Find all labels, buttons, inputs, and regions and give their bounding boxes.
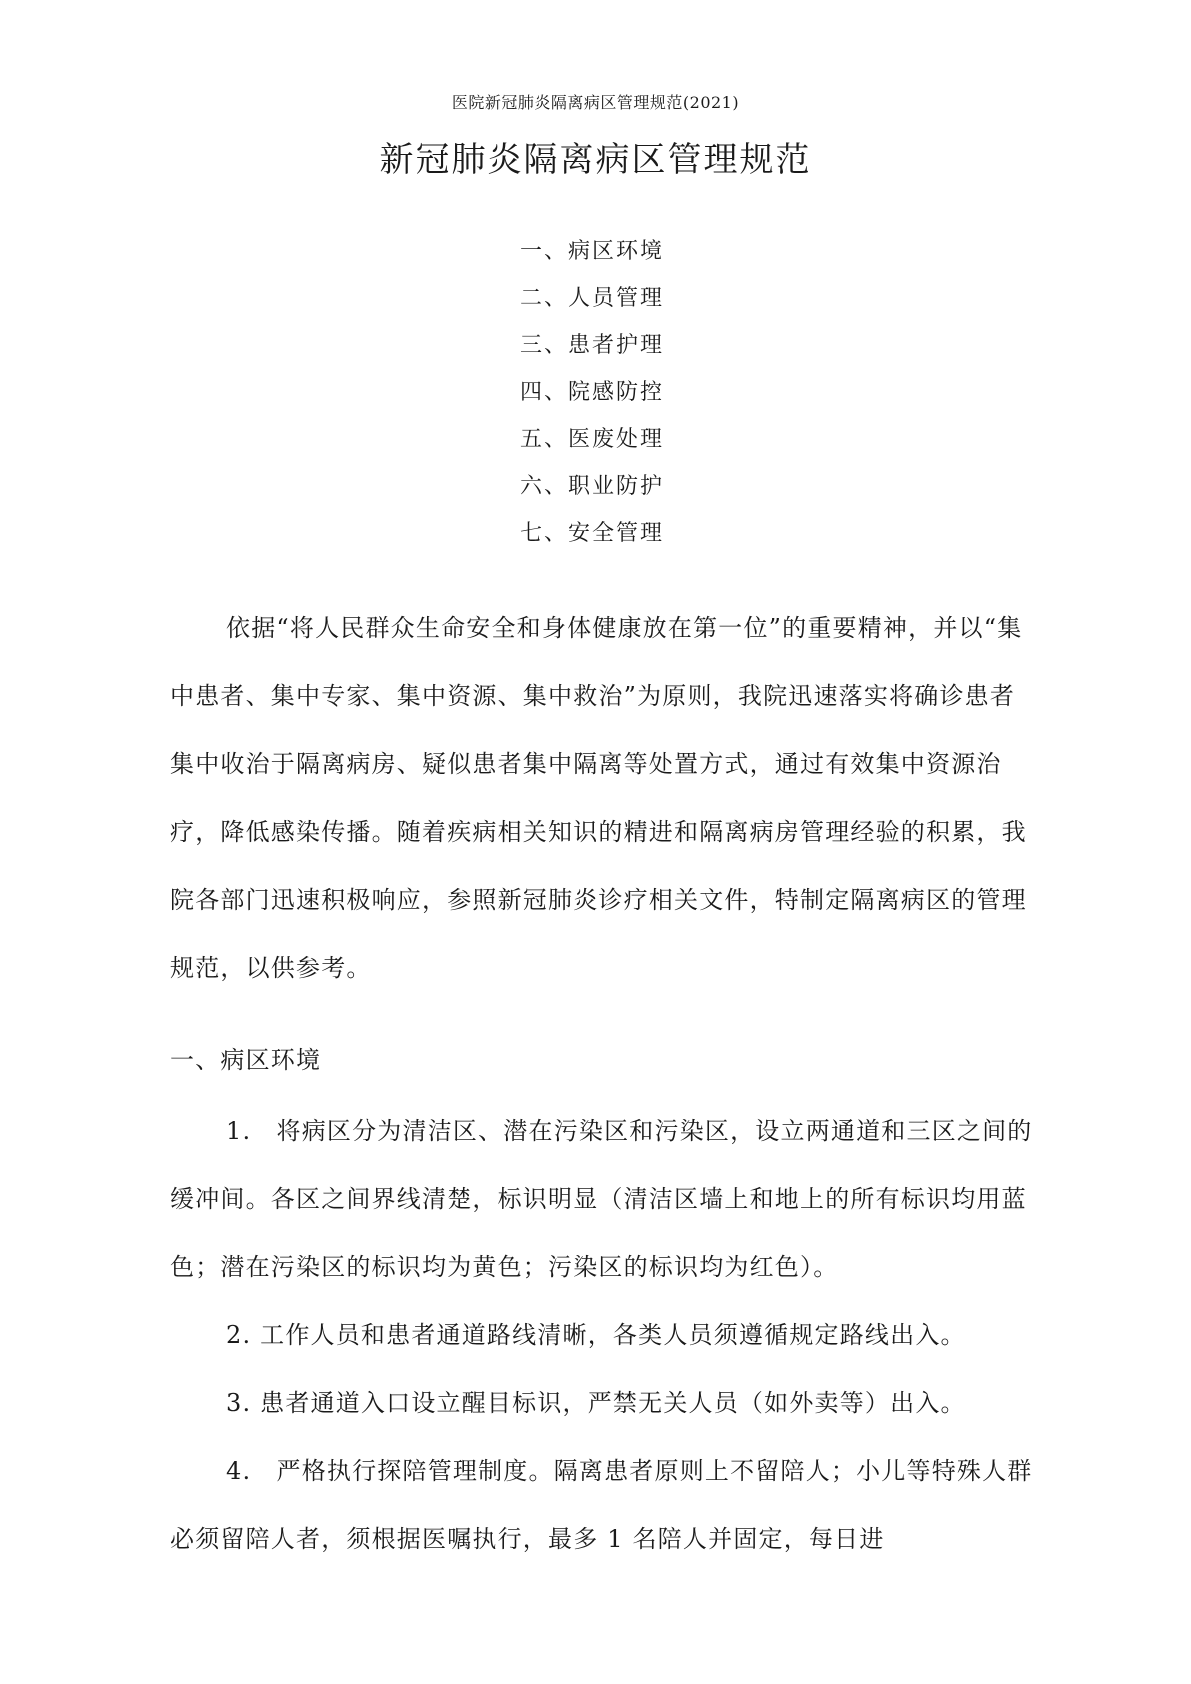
toc-item: 四、院感防控 xyxy=(520,380,665,405)
toc-item: 六、职业防护 xyxy=(520,474,665,499)
table-of-contents xyxy=(520,228,820,557)
toc-item: 一、病区环境 xyxy=(520,239,665,264)
toc-item: 五、医废处理 xyxy=(520,427,665,452)
list-item: 2. 工作人员和患者通道路线清晰，各类人员须遵循规定路线出入。 xyxy=(226,1321,966,1349)
running-header: 医院新冠肺炎隔离病区管理规范(2021) xyxy=(451,93,740,112)
toc-item: 三、患者护理 xyxy=(520,333,665,358)
section-heading: 一、病区环境 xyxy=(170,1046,322,1074)
list-item: 4. 严格执行探陪管理制度。隔离患者原则上不留陪人；小儿等特殊人群必须留陪人者，须根据医嘱执行，最多 1 名陪人并固定，每日进 xyxy=(170,1457,1033,1553)
list-item: 1. 将病区分为清洁区、潜在污染区和污染区，设立两通道和三区之间的缓冲间。各区之间界线清楚，标识明显（清洁区墙上和地上的所有标识均用蓝色；潜在污染区的标识均为黄色；污染区的标识均为红色）。 xyxy=(170,1117,1033,1281)
document-title: 新冠肺炎隔离病区管理规范 xyxy=(379,140,812,180)
intro-paragraph: 依据“将人民群众生命安全和身体健康放在第一位”的重要精神，并以“集中患者、集中专家、集中资源、集中救治”为原则，我院迅速落实将确诊患者集中收治于隔离病房、疑似患者集中隔离等处置方式，通过有效集中资源治疗，降低感染传播。随着疾病相关知识的精进和隔离病房管理经验的积累，我院各部门迅速积极响应，参照新冠肺炎诊疗相关文件，特制定隔离病区的管理规范，以供参考。 xyxy=(170,614,1027,982)
list-item: 3. 患者通道入口设立醒目标识，严禁无关人员（如外卖等）出入。 xyxy=(226,1389,966,1417)
toc-item: 二、人员管理 xyxy=(520,286,665,311)
toc-item: 七、安全管理 xyxy=(520,521,665,546)
